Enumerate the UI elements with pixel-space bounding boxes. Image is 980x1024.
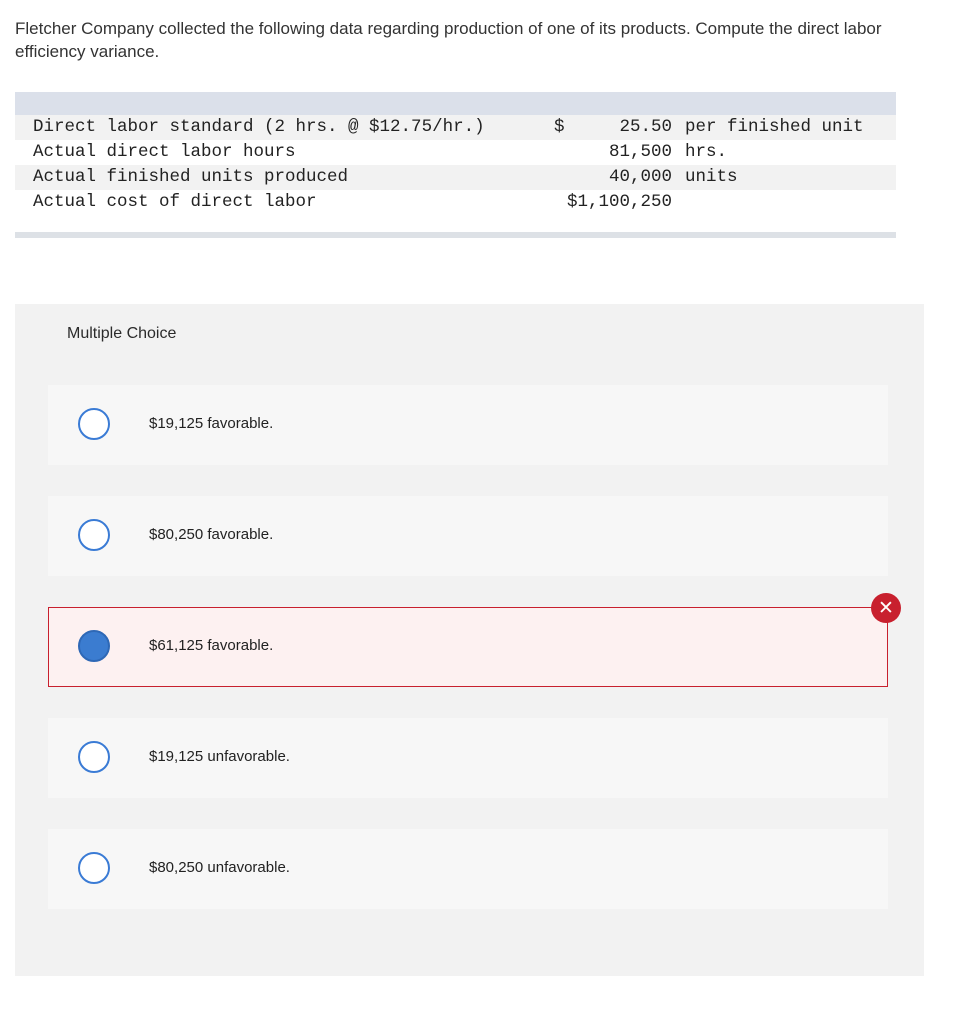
row-label: Direct labor standard (2 hrs. @ $12.75/hr.) [33,117,485,137]
answer-option-label: $19,125 unfavorable. [149,748,290,765]
row-value: 81,500 [608,142,672,162]
radio-button[interactable] [78,519,110,551]
row-label: Actual cost of direct labor [33,192,317,212]
row-value: $1,100,250 [566,192,672,212]
question-text: Fletcher Company collected the following data regarding production of one of its products. Compute the direct labor efficiency variance. [15,19,882,61]
answer-option-selected-incorrect[interactable] [48,597,894,687]
table-row [15,165,896,190]
currency-symbol: $ [554,117,565,137]
row-label: Actual direct labor hours [33,142,296,162]
answer-option-label: $80,250 unfavorable. [149,859,290,876]
table-header-bar [15,92,896,115]
answer-option[interactable] [48,718,888,798]
answer-option-label: $19,125 favorable. [149,415,274,432]
row-unit: units [685,167,738,187]
answer-option[interactable] [48,385,888,465]
answer-option-label: $80,250 favorable. [149,526,274,543]
multiple-choice-panel [15,304,924,976]
answer-option-label: $61,125 favorable. [149,637,274,654]
row-value: 40,000 [608,167,672,187]
table-row [15,115,896,140]
table-row [15,140,896,165]
answer-option[interactable] [48,496,888,576]
radio-button[interactable] [78,408,110,440]
close-icon: ✕ [871,593,901,623]
row-value: 25.50 [619,117,672,137]
table-row [15,190,896,215]
row-label: Actual finished units produced [33,167,349,187]
radio-button-selected[interactable] [78,630,110,662]
radio-button[interactable] [78,741,110,773]
answer-option[interactable] [48,829,888,909]
radio-button[interactable] [78,852,110,884]
data-table [15,92,896,238]
row-unit: hrs. [685,142,728,162]
multiple-choice-title: Multiple Choice [67,325,177,342]
row-unit: per finished unit [685,117,864,137]
